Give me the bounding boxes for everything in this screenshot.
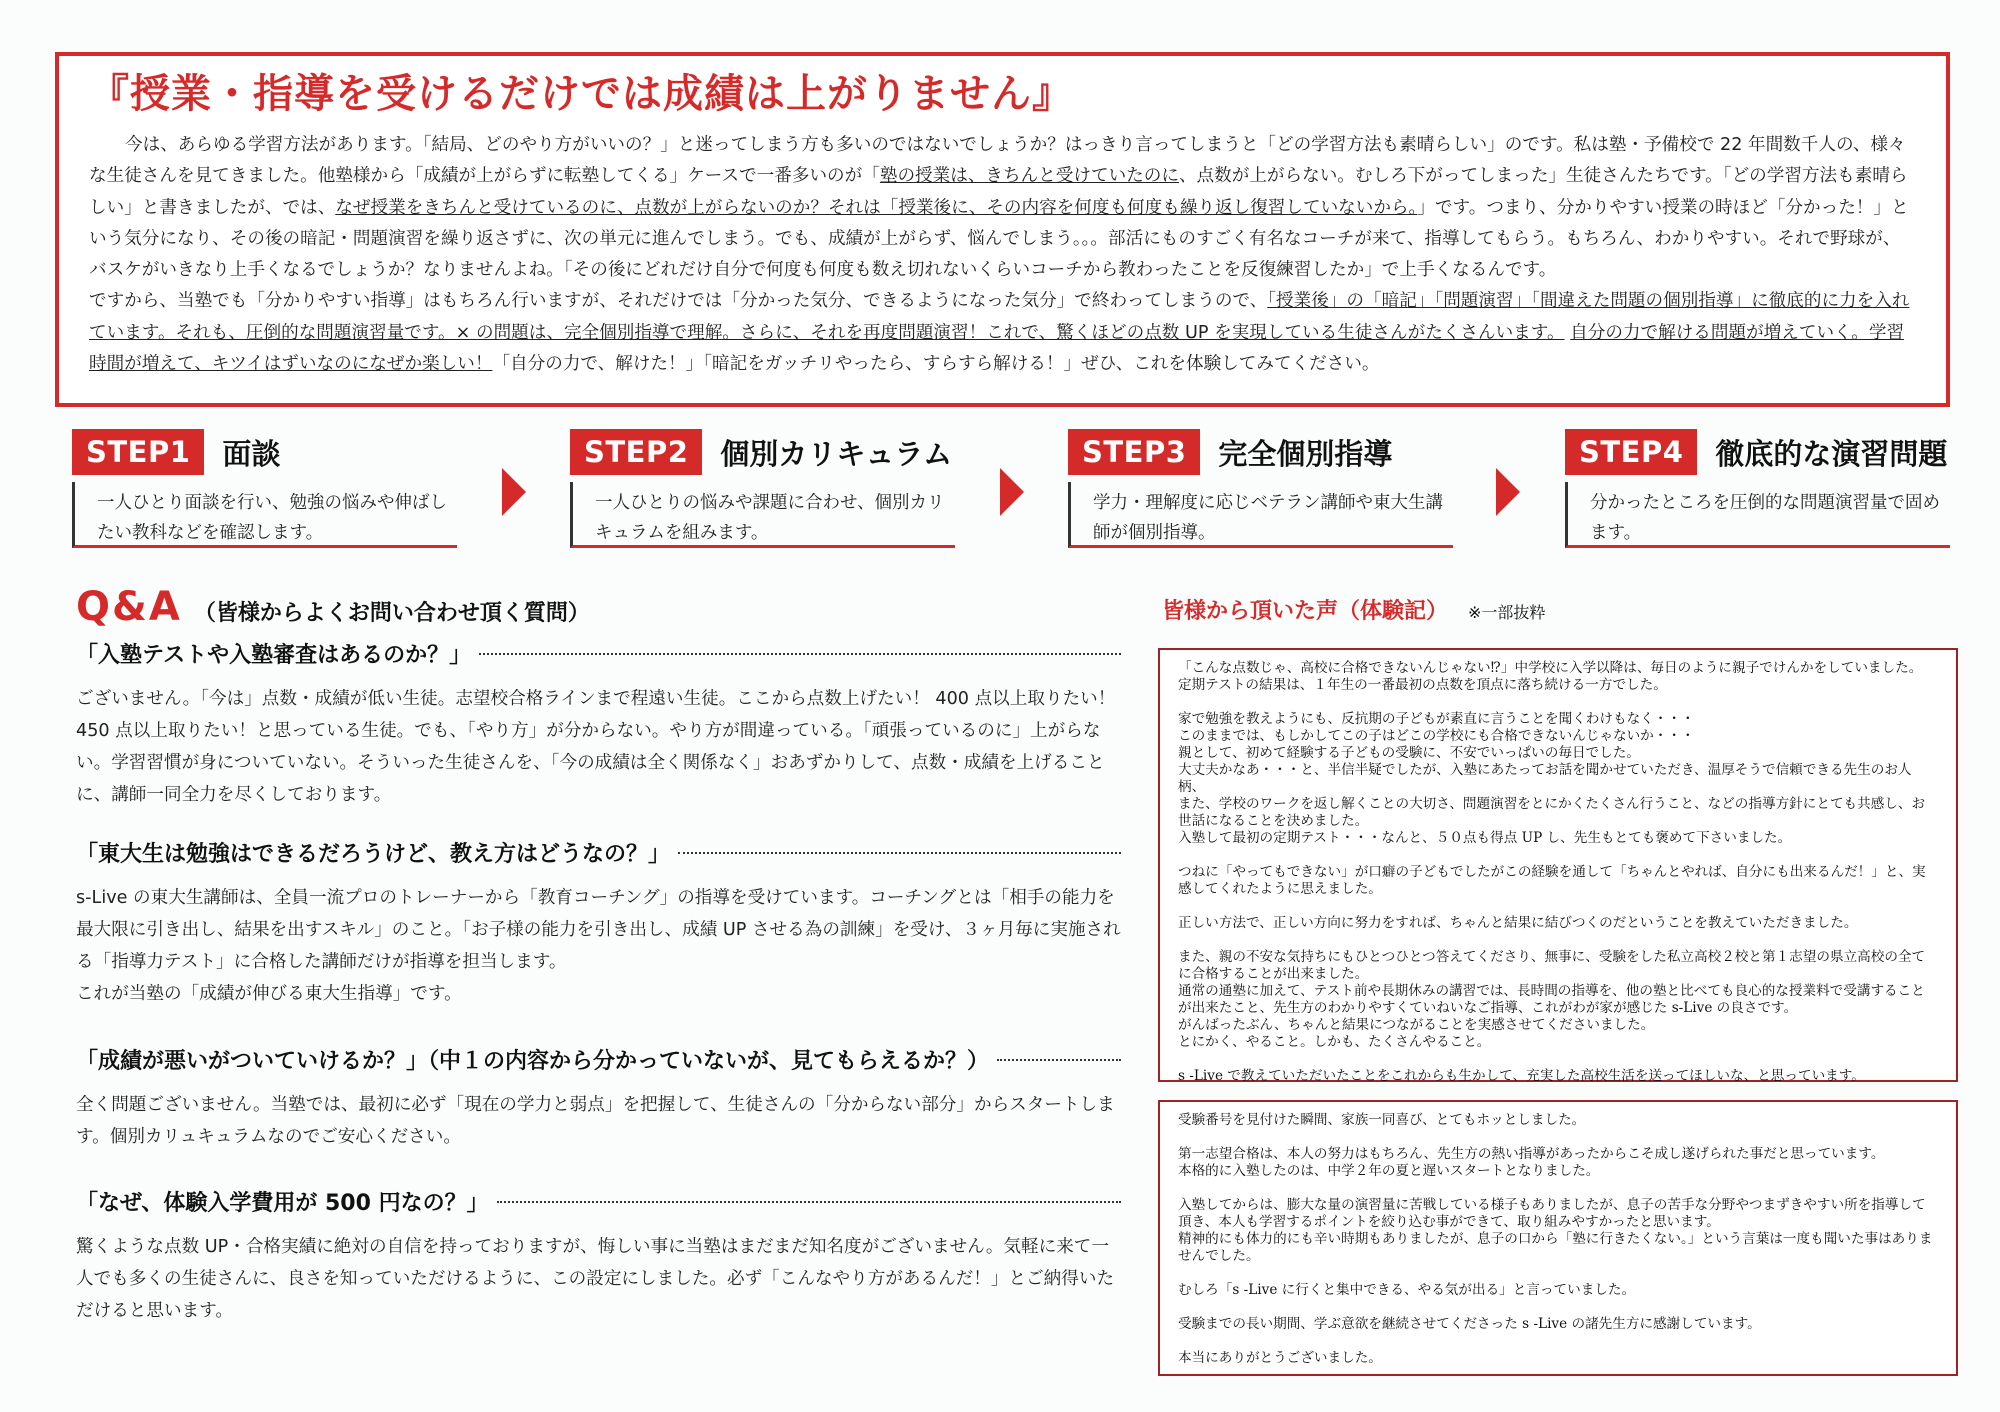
testimonial-line: つねに「やってもできない」が口癖の子どもでしたがこの経験を通して「ちゃんとやれば、自分にも出来るんだ！」と、実感してくれたように思えました。 — [1178, 864, 1926, 897]
question-text: 「なぜ、体験入学費用が 500 円なの？」 — [76, 1191, 489, 1216]
paragraph-gap — [1178, 1299, 1936, 1316]
qa-heading — [76, 584, 590, 630]
testimonial-line: 入塾してからは、膨大な量の演習量に苦戦している様子もありましたが、息子の苦手な分野やつまずきやすい所を指導して頂き、本人も学習するポイントを絞り込む事ができて、取り組みやすかったと思います。 — [1178, 1197, 1926, 1230]
testimonial-line: 精神的にも体力的にも辛い時期もありましたが、息子の口から「塾に行きたくない。」という言葉は一度も聞いた事はありませんでした。 — [1178, 1231, 1933, 1264]
intro-box — [55, 52, 1950, 407]
testimonial-line: 受験番号を見付けた瞬間、家族一同喜び、とてもホッとしました。 — [1178, 1112, 1586, 1128]
testimonial-line: 通常の通塾に加えて、テスト前や長期休みの講習では、長時間の指導を、他の塾と比べても良心的な授業料で受講することが出来たこと、先生方のわかりやすくていねいなご指導、これがわが家が感じた s-Live の良さです。 — [1178, 983, 1925, 1016]
dotted-divider — [479, 653, 1121, 655]
testimonial-line: 本当にありがとうございました。 — [1178, 1350, 1382, 1366]
answer: ございません。「今は」点数・成績が低い生徒。志望校合格ラインまで程遠い生徒。ここから点数上げたい！ 400 点以上取りたい！ 450 点以上取りたい！と思っている生徒。でも、「やり方」が分からない。やり方が間違っている。「頑張っているのに」上がらない。学習習慣が身についていない。そういった生徒さんを、「今の成績は全く関係なく」おあずかりして、点数・成績を上げることに、講師一同全力を尽くしております。 — [76, 689, 1116, 805]
step-header — [570, 428, 955, 476]
testimonial-line: 「こんな点数じゃ、高校に合格できないんじゃない⁉」中学校に入学以降は、毎日のように親子でけんかをしていました。 — [1178, 660, 1923, 676]
testimonial-line: s -Live で教えていただいたことをこれからも生かして、充実した高校生活を送ってほしいな、と思っています。 — [1178, 1068, 1865, 1084]
testimonial-line: 家で勉強を教えようにも、反抗期の子どもが素直に言うことを聞くわけもなく・・・ — [1178, 711, 1695, 727]
step-badge: STEP1 — [72, 429, 204, 475]
answer: 驚くような点数 UP・合格実績に絶対の自信を持っておりますが、悔しい事に当塾はまだまだ知名度がございません。気軽に来て一人でも多くの生徒さんに、良さを知っていただけるように、この設定にしました。必ず「こんなやり方があるんだ！」とご納得いただけると思います。 — [76, 1237, 1115, 1321]
question-text: 「入塾テストや入塾審査はあるのか？」 — [76, 643, 472, 668]
intro-underline-4: 自分の力で解ける問題が増えていく。学習時間が増えて、キツイはずいなのになぜか楽しい！ — [89, 322, 1905, 375]
voices-heading — [1162, 594, 1545, 625]
paragraph-gap — [1178, 694, 1936, 711]
testimonial-line: このままでは、もしかしてこの子はどこの学校にも合格できないんじゃないか・・・ — [1178, 728, 1695, 744]
intro-text — [89, 130, 1918, 380]
step-title: 面談 — [222, 436, 281, 471]
step-header — [72, 428, 457, 476]
page-title: 『授業・指導を受けるだけでは成績は上がりません』 — [89, 71, 1073, 117]
qa-item-4 — [76, 1186, 1121, 1327]
arrow-right-icon — [1496, 468, 1520, 516]
testimonial-line: また、学校のワークを返し解くことの大切さ、問題演習をとにかくたくさん行うこと、などの指導方針にとても共感し、お世話になることを決めました。 — [1178, 796, 1926, 829]
qa-subtitle: （皆様からよくお問い合わせ頂く質問） — [193, 601, 590, 626]
intro-text-3: 」です。つまり、分かりやすい授業の時ほど「分かった！」という気分になり、その後の暗記・問題演習を繰り返さずに、次の単元に進んでしまう。でも、成績が上がらず、悩んでしまう。。。部活にものすごく有名なコーチが来て、指導してもらう。もちろん、わかりやすい。それで野球が、バスケがいきなり上手くなるでしょうか？なりませんよね。「その後にどれだけ自分で何度も何度も数え切れないくらいコーチから教わったことを反復練習したか」で上手くなるんです。 — [89, 197, 1909, 281]
step-header — [1565, 428, 1950, 476]
answer — [76, 882, 1121, 1010]
qa-item-2 — [76, 837, 1121, 1010]
intro-underline-2: なぜ授業をきちんと受けているのに、点数が上がらないのか？それは「授業後に、その内容を何度も何度も繰り返し復習していないから。 — [335, 197, 1418, 218]
step-description: 学力・理解度に応じベテラン講師や東大生講師が個別指導。 — [1068, 482, 1453, 548]
testimonial-line: 受験までの長い期間、学ぶ意欲を継続させてくださった s -Live の諸先生方に感謝しています。 — [1178, 1316, 1761, 1332]
step-4 — [1565, 428, 1950, 556]
testimonial-line: 本格的に入塾したのは、中学２年の夏と遅いスタートとなりました。 — [1178, 1163, 1600, 1179]
testimonial-line: とにかく、やること。しかも、たくさんやること。 — [1178, 1034, 1491, 1050]
dotted-divider — [497, 1201, 1121, 1203]
answer: 全く問題ございません。当塾では、最初に必ず「現在の学力と弱点」を把握して、生徒さんの「分からない部分」からスタートします。個別カリュキュラムなのでご安心ください。 — [76, 1095, 1115, 1147]
step-3 — [1068, 428, 1453, 556]
paragraph-gap — [1178, 898, 1936, 915]
intro-text-6: 「自分の力で、解けた！」「暗記をガッチリやったら、すらすら解ける！」ぜひ、これを体験してみてください。 — [492, 354, 1380, 375]
question-text: 「東大生は勉強はできるだろうけど、教え方はどうなの？」 — [76, 842, 671, 867]
answer-text-2: これが当塾の「成績が伸びる東大生指導」です。 — [76, 984, 462, 1004]
intro-text-1: 今は、あらゆる学習方法があります。「結局、どのやり方がいいの？」と迷ってしまう方も多いのではないでしょうか？はっきり言ってしまうと「どの学習方法も素晴らしい」のです。私は塾・予備校で 22 年間数千人の、様々な生徒さんを見てきました。他塾様から「成績が上がらずに転塾してくる」ケースで一番多いのが「 — [89, 135, 1906, 187]
intro-text-2: 、点数が上がらない。むしろ下がってしまった」生徒さんたちです。「どの学習方法も素晴らしい」と書きましたが、では、 — [89, 166, 1908, 218]
step-badge: STEP4 — [1565, 429, 1697, 475]
answer-text: s-Live の東大生講師は、全員一流プロのトレーナーから「教育コーチング」の指導を受けています。コーチングとは「相手の能力を最大限に引き出し、結果を出すスキル」のこと。「お子様の能力を引き出し、成績 UP させる為の訓練」を受け、３ヶ月毎に実施される「指導力テスト」に合格した講師だけが指導を担当します。 — [76, 888, 1121, 972]
paragraph-gap — [1178, 1051, 1936, 1068]
dotted-divider — [997, 1059, 1121, 1061]
paragraph-gap — [1178, 1180, 1936, 1197]
step-description: 分かったところを圧倒的な問題演習量で固めます。 — [1565, 482, 1950, 548]
testimonial-box-1 — [1158, 648, 1958, 1082]
testimonial-line: 大丈夫かなあ・・・と、半信半疑でしたが、入塾にあたってお話を聞かせていただき、温厚そうで信頼できる先生のお人柄、 — [1178, 762, 1912, 795]
qa-item-1 — [76, 638, 1121, 811]
paragraph-gap — [1178, 1265, 1936, 1282]
question-text: 「成績が悪いがついていけるか？」（中１の内容から分かっていないが、見てもらえるか？） — [76, 1049, 990, 1074]
intro-underline-1: 塾の授業は、きちんと受けていたのに — [879, 166, 1179, 187]
paragraph-gap — [1178, 1129, 1936, 1146]
voices-title: 皆様から頂いた声（体験記） — [1162, 599, 1449, 624]
step-badge: STEP3 — [1068, 429, 1200, 475]
testimonial-line: 正しい方法で、正しい方向に努力をすれば、ちゃんと結果に結びつくのだということを教えていただきました。 — [1178, 915, 1858, 931]
step-description: 一人ひとり面談を行い、勉強の悩みや伸ばしたい教科などを確認します。 — [72, 482, 457, 548]
step-title: 個別カリキュラム — [720, 436, 953, 471]
step-description: 一人ひとりの悩みや課題に合わせ、個別カリキュラムを組みます。 — [570, 482, 955, 548]
testimonial-line: また、親の不安な気持ちにもひとつひとつ答えてくださり、無事に、受験をした私立高校２校と第１志望の県立高校の全てに合格することが出来ました。 — [1178, 949, 1926, 982]
question — [76, 638, 1121, 669]
arrow-right-icon — [1000, 468, 1024, 516]
testimonial-box-2 — [1158, 1100, 1958, 1376]
step-title: 徹底的な演習問題 — [1715, 436, 1948, 471]
testimonial-line: 親として、初めて経験する子どもの受験に、不安でいっぱいの毎日でした。 — [1178, 745, 1640, 761]
testimonial-line: がんばったぶん、ちゃんと結果につながることを実感させてくださいました。 — [1178, 1017, 1655, 1033]
dotted-divider — [678, 852, 1121, 854]
question — [76, 837, 1121, 868]
qa-item-3 — [76, 1044, 1121, 1153]
paragraph-gap — [1178, 1333, 1936, 1350]
voices-note: ※一部抜粋 — [1468, 603, 1546, 622]
step-1 — [72, 428, 457, 556]
question — [76, 1186, 1121, 1217]
step-title: 完全個別指導 — [1218, 436, 1393, 471]
qa-logo: Q&A — [76, 584, 182, 630]
step-badge: STEP2 — [570, 429, 702, 475]
testimonial-line: 第一志望合格は、本人の努力はもちろん、先生方の熱い指導があったからこそ成し遂げられた事だと思っています。 — [1178, 1146, 1885, 1162]
question — [76, 1044, 1121, 1075]
step-header — [1068, 428, 1453, 476]
testimonial-line: むしろ「s -Live に行くと集中できる、やる気が出る」と言っていました。 — [1178, 1282, 1636, 1298]
paragraph-gap — [1178, 847, 1936, 864]
intro-text-4: ですから、当塾でも「分かりやすい指導」はもちろん行いますが、それだけでは「分かった気分、できるようになった気分」で終わってしまうので、 — [89, 291, 1268, 312]
testimonial-line: 定期テストの結果は、１年生の一番最初の点数を頂点に落ち続ける一方でした。 — [1178, 677, 1667, 693]
intro-underline-3: 「授業後」の「暗記」「問題演習」「間違えた問題の個別指導」に徹底的に力を入れています。それも、圧倒的な問題演習量です。× の問題は、完全個別指導で理解。さらに、それを再度問題演習！これで、驚くほどの点数 UP を実現している生徒さんがたくさんいます。 — [89, 291, 1910, 343]
testimonial-line: 入塾して最初の定期テスト・・・なんと、５０点も得点 UP し、先生もとても褒めて下さいました。 — [1178, 830, 1792, 846]
step-2 — [570, 428, 955, 556]
arrow-right-icon — [502, 468, 526, 516]
paragraph-gap — [1178, 932, 1936, 949]
